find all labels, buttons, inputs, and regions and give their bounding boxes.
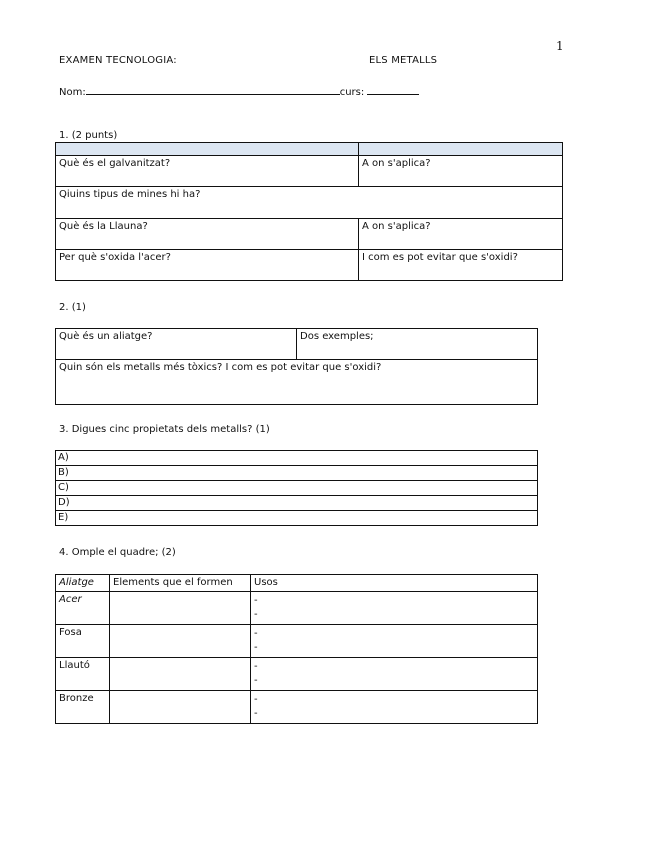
- curs-label: curs:: [339, 87, 365, 98]
- q1-heading: 1. (2 punts): [59, 130, 118, 141]
- q1-llauna-aplica: A on s'aplica?: [359, 219, 563, 250]
- q4-header-aliatge: Aliatge: [56, 575, 110, 592]
- q4-usos-cell: [251, 592, 538, 625]
- q1-llauna: Què és la Llauna?: [56, 219, 359, 250]
- q4-row-name: Acer: [56, 592, 110, 625]
- q2-exemples: Dos exemples;: [297, 329, 538, 360]
- q3-heading: 3. Digues cinc propietats dels metalls? (1): [59, 424, 270, 435]
- dash: -: [254, 694, 258, 705]
- dash: -: [254, 642, 258, 653]
- q4-row-name: Fosa: [56, 625, 110, 658]
- q2-toxics: Quin són els metalls més tòxics? I com es pot evitar que s'oxidi?: [56, 360, 538, 405]
- q1-evitar-oxidi: I com es pot evitar que s'oxidi?: [359, 250, 563, 281]
- q4-row-name: Llautó: [56, 658, 110, 691]
- q3-item: D): [56, 496, 538, 511]
- q3-item: A): [56, 451, 538, 466]
- q4-elements-cell: [110, 625, 251, 658]
- q3-item: E): [56, 511, 538, 526]
- q4-header-elements: Elements que el formen: [110, 575, 251, 592]
- q4-header-usos: Usos: [251, 575, 538, 592]
- page-number: 1: [556, 39, 564, 53]
- q4-heading: 4. Omple el quadre; (2): [59, 547, 176, 558]
- q4-usos-cell: [251, 625, 538, 658]
- q4-usos-cell: [251, 658, 538, 691]
- q2-heading: 2. (1): [59, 302, 86, 313]
- nom-label: Nom:: [59, 87, 86, 98]
- curs-field[interactable]: [367, 85, 419, 95]
- exam-topic: ELS METALLS: [369, 55, 438, 66]
- q1-galvanitzat-aplica: A on s'aplica?: [359, 156, 563, 187]
- dash: -: [254, 595, 258, 606]
- q4-table: [55, 574, 538, 724]
- q3-item: C): [56, 481, 538, 496]
- q1-shade-left: [56, 143, 359, 156]
- q1-galvanitzat: Què és el galvanitzat?: [56, 156, 359, 187]
- q3-table: [55, 450, 538, 526]
- q1-shade-right: [359, 143, 563, 156]
- q1-mines: Qiuins tipus de mines hi ha?: [56, 187, 563, 219]
- q1-acer-oxida: Per què s'oxida l'acer?: [56, 250, 359, 281]
- q4-row-name: Bronze: [56, 691, 110, 724]
- q2-table: [55, 328, 538, 405]
- q4-elements-cell: [110, 691, 251, 724]
- q4-usos-cell: [251, 691, 538, 724]
- dash: -: [254, 661, 258, 672]
- dash: -: [254, 708, 258, 719]
- exam-title: EXAMEN TECNOLOGIA:: [59, 55, 177, 66]
- name-line: [59, 85, 419, 98]
- q2-aliatge: Què és un aliatge?: [56, 329, 297, 360]
- q1-table: [55, 142, 563, 281]
- dash: -: [254, 675, 258, 686]
- q3-item: B): [56, 466, 538, 481]
- q4-elements-cell: [110, 592, 251, 625]
- nom-field[interactable]: [86, 85, 340, 95]
- dash: -: [254, 609, 258, 620]
- q4-elements-cell: [110, 658, 251, 691]
- dash: -: [254, 628, 258, 639]
